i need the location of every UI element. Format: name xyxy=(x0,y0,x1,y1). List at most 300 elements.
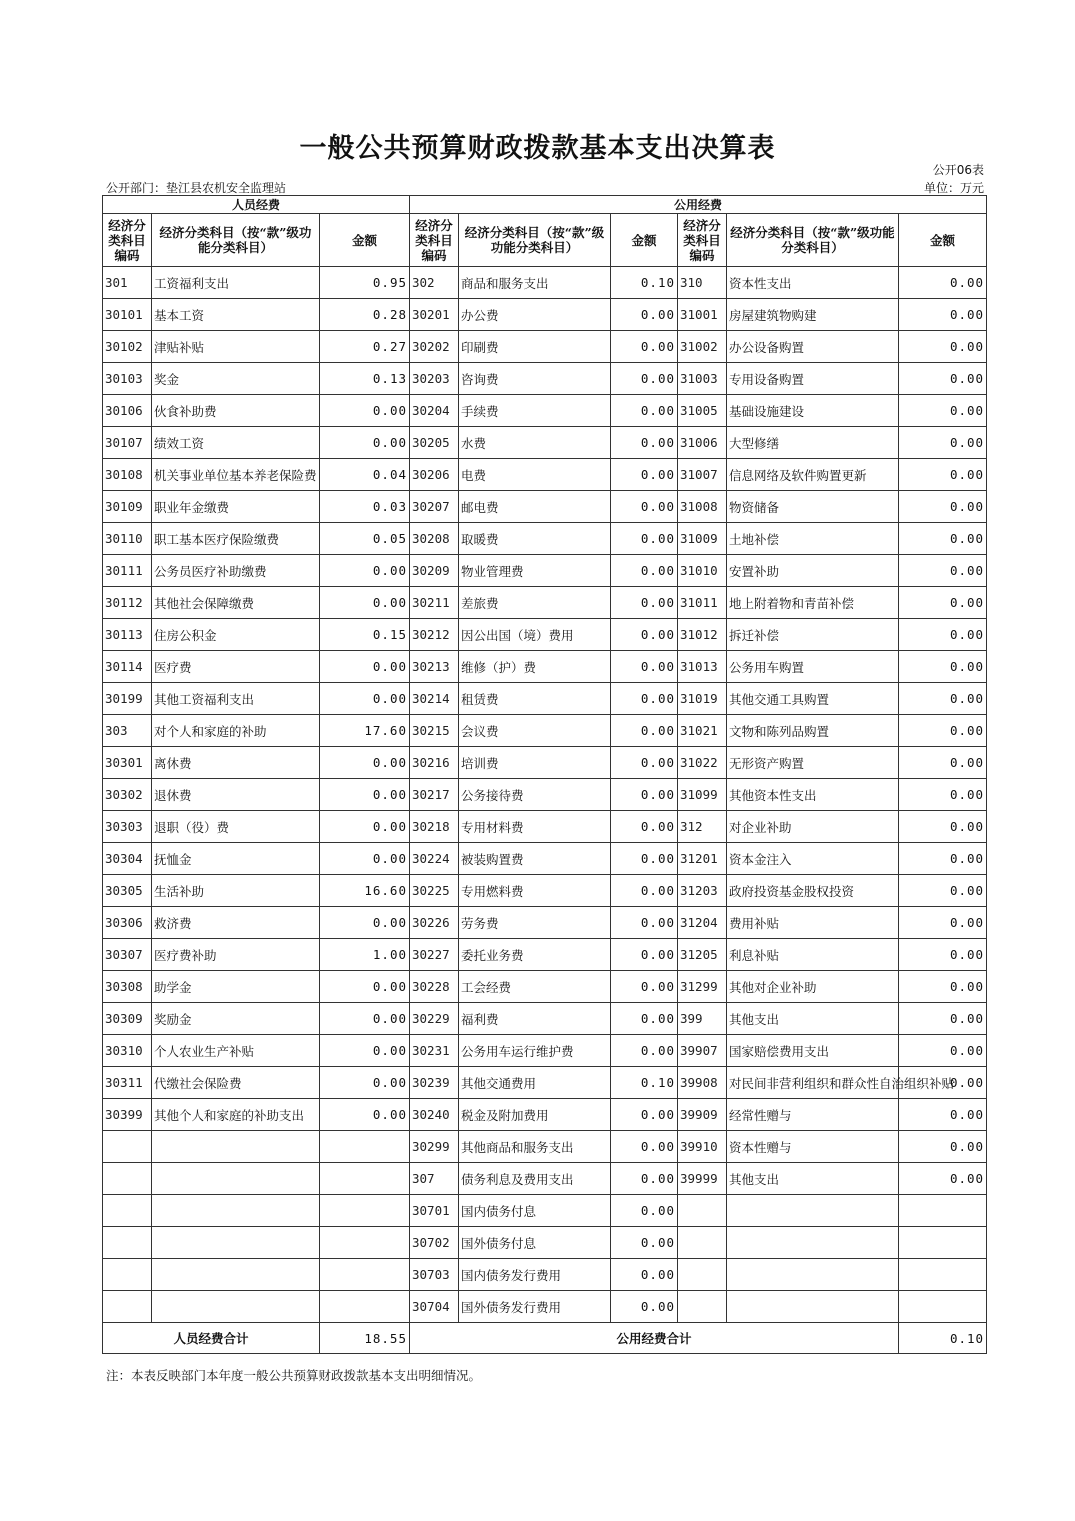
name-cell: 其他工资福利支出 xyxy=(152,683,320,715)
code-cell xyxy=(103,1227,152,1259)
name-cell: 债务利息及费用支出 xyxy=(459,1163,611,1195)
amount-cell: 0.00 xyxy=(611,843,678,875)
amount-cell: 0.00 xyxy=(899,651,987,683)
table-row xyxy=(103,1195,987,1227)
amount-cell xyxy=(899,1195,987,1227)
name-cell: 物资储备 xyxy=(727,491,899,523)
code-cell xyxy=(103,1195,152,1227)
name-cell: 租赁费 xyxy=(459,683,611,715)
amount-cell: 0.00 xyxy=(611,555,678,587)
amount-cell: 0.00 xyxy=(320,555,410,587)
amount-cell: 0.00 xyxy=(899,267,987,299)
name-cell: 维修（护）费 xyxy=(459,651,611,683)
name-cell: 国内债务发行费用 xyxy=(459,1259,611,1291)
name-cell: 咨询费 xyxy=(459,363,611,395)
code-cell: 307 xyxy=(410,1163,459,1195)
code-cell: 30239 xyxy=(410,1067,459,1099)
code-cell: 31005 xyxy=(678,395,727,427)
amount-cell: 0.13 xyxy=(320,363,410,395)
code-cell: 30209 xyxy=(410,555,459,587)
amount-cell xyxy=(320,1227,410,1259)
name-cell: 工会经费 xyxy=(459,971,611,1003)
name-header: 经济分类科目（按“款”级功能分类科目） xyxy=(152,214,320,267)
code-cell: 30207 xyxy=(410,491,459,523)
name-cell: 伙食补助费 xyxy=(152,395,320,427)
code-cell: 30211 xyxy=(410,587,459,619)
name-cell: 专用设备购置 xyxy=(727,363,899,395)
amount-cell: 0.00 xyxy=(611,779,678,811)
table-row xyxy=(103,1259,987,1291)
amount-cell: 0.00 xyxy=(611,715,678,747)
name-cell: 资本金注入 xyxy=(727,843,899,875)
table-row xyxy=(103,971,987,1003)
amount-cell: 0.04 xyxy=(320,459,410,491)
name-cell: 生活补助 xyxy=(152,875,320,907)
table-row xyxy=(103,843,987,875)
personnel-group-header: 人员经费 xyxy=(103,196,410,214)
code-cell: 30216 xyxy=(410,747,459,779)
amount-cell: 0.00 xyxy=(320,843,410,875)
code-cell: 30113 xyxy=(103,619,152,651)
name-cell: 经常性赠与 xyxy=(727,1099,899,1131)
table-row xyxy=(103,683,987,715)
amount-cell: 1.00 xyxy=(320,939,410,971)
code-cell: 30101 xyxy=(103,299,152,331)
amount-cell: 0.00 xyxy=(611,1195,678,1227)
name-cell: 职工基本医疗保险缴费 xyxy=(152,523,320,555)
name-cell: 信息网络及软件购置更新 xyxy=(727,459,899,491)
code-cell: 30704 xyxy=(410,1291,459,1323)
amount-cell: 0.00 xyxy=(899,1099,987,1131)
amount-cell: 0.00 xyxy=(899,427,987,459)
name-cell: 医疗费补助 xyxy=(152,939,320,971)
code-header: 经济分类科目编码 xyxy=(410,214,459,267)
personnel-total-label: 人员经费合计 xyxy=(103,1323,320,1354)
code-cell: 31019 xyxy=(678,683,727,715)
amount-cell: 0.00 xyxy=(899,939,987,971)
amount-cell: 0.00 xyxy=(320,683,410,715)
code-cell: 31299 xyxy=(678,971,727,1003)
name-cell: 因公出国（境）费用 xyxy=(459,619,611,651)
name-cell xyxy=(727,1227,899,1259)
name-cell: 公务接待费 xyxy=(459,779,611,811)
name-cell: 对民间非营利组织和群众性自治组织补贴 xyxy=(727,1067,899,1099)
code-cell: 30228 xyxy=(410,971,459,1003)
amount-cell xyxy=(899,1227,987,1259)
amount-cell: 0.00 xyxy=(611,1291,678,1323)
name-cell xyxy=(152,1259,320,1291)
table-row xyxy=(103,651,987,683)
amount-cell: 0.00 xyxy=(320,971,410,1003)
public-total-amount: 0.10 xyxy=(899,1323,987,1354)
name-cell xyxy=(727,1259,899,1291)
footnote: 注：本表反映部门本年度一般公共预算财政拨款基本支出明细情况。 xyxy=(106,1368,482,1383)
name-cell: 基本工资 xyxy=(152,299,320,331)
code-cell: 30215 xyxy=(410,715,459,747)
amount-cell: 0.00 xyxy=(899,331,987,363)
code-cell: 30309 xyxy=(103,1003,152,1035)
code-cell: 31205 xyxy=(678,939,727,971)
code-header: 经济分类科目编码 xyxy=(103,214,152,267)
code-cell: 30204 xyxy=(410,395,459,427)
amount-cell: 0.00 xyxy=(320,907,410,939)
personnel-total-amount: 18.55 xyxy=(320,1323,410,1354)
name-cell: 退职（役）费 xyxy=(152,811,320,843)
code-cell xyxy=(678,1227,727,1259)
amount-cell: 0.00 xyxy=(899,683,987,715)
amount-cell xyxy=(899,1291,987,1323)
code-cell: 30214 xyxy=(410,683,459,715)
amount-cell xyxy=(320,1131,410,1163)
code-cell: 31002 xyxy=(678,331,727,363)
name-cell: 离休费 xyxy=(152,747,320,779)
amount-cell: 0.10 xyxy=(611,267,678,299)
name-cell: 国外债务发行费用 xyxy=(459,1291,611,1323)
code-cell: 30308 xyxy=(103,971,152,1003)
amount-cell: 0.28 xyxy=(320,299,410,331)
name-cell: 医疗费 xyxy=(152,651,320,683)
code-cell: 30310 xyxy=(103,1035,152,1067)
name-cell: 国内债务付息 xyxy=(459,1195,611,1227)
code-cell: 30212 xyxy=(410,619,459,651)
table-row xyxy=(103,523,987,555)
amount-cell: 0.00 xyxy=(611,491,678,523)
name-cell: 住房公积金 xyxy=(152,619,320,651)
code-cell xyxy=(103,1163,152,1195)
amount-cell: 0.00 xyxy=(320,427,410,459)
code-cell: 31021 xyxy=(678,715,727,747)
table-row xyxy=(103,1163,987,1195)
table-row xyxy=(103,331,987,363)
table-row xyxy=(103,491,987,523)
table-row xyxy=(103,555,987,587)
table-row xyxy=(103,1291,987,1323)
code-cell: 30106 xyxy=(103,395,152,427)
page-title: 一般公共预算财政拨款基本支出决算表 xyxy=(299,133,776,164)
code-cell: 31201 xyxy=(678,843,727,875)
amount-cell: 0.00 xyxy=(320,779,410,811)
amount-cell: 0.00 xyxy=(899,363,987,395)
amount-cell: 0.15 xyxy=(320,619,410,651)
code-cell: 302 xyxy=(410,267,459,299)
amount-cell: 0.00 xyxy=(899,779,987,811)
amount-header: 金额 xyxy=(611,214,678,267)
name-cell: 房屋建筑物购建 xyxy=(727,299,899,331)
amount-cell: 0.00 xyxy=(611,1035,678,1067)
code-cell: 31010 xyxy=(678,555,727,587)
amount-cell: 0.00 xyxy=(899,1163,987,1195)
name-cell: 其他个人和家庭的补助支出 xyxy=(152,1099,320,1131)
code-cell: 30231 xyxy=(410,1035,459,1067)
amount-cell: 0.00 xyxy=(320,1003,410,1035)
code-cell: 30203 xyxy=(410,363,459,395)
name-cell: 对企业补助 xyxy=(727,811,899,843)
code-cell: 39910 xyxy=(678,1131,727,1163)
amount-cell: 0.00 xyxy=(899,299,987,331)
code-cell: 30702 xyxy=(410,1227,459,1259)
name-cell: 电费 xyxy=(459,459,611,491)
table-row xyxy=(103,395,987,427)
code-cell: 399 xyxy=(678,1003,727,1035)
name-cell xyxy=(727,1195,899,1227)
amount-cell: 0.00 xyxy=(899,395,987,427)
amount-cell: 0.00 xyxy=(899,491,987,523)
name-cell: 职业年金缴费 xyxy=(152,491,320,523)
amount-cell: 0.00 xyxy=(320,811,410,843)
code-cell: 30205 xyxy=(410,427,459,459)
public-total-label: 公用经费合计 xyxy=(410,1323,899,1354)
expenditure-table xyxy=(102,195,987,1354)
name-cell: 救济费 xyxy=(152,907,320,939)
name-cell: 被装购置费 xyxy=(459,843,611,875)
amount-cell: 0.00 xyxy=(611,395,678,427)
name-cell: 差旅费 xyxy=(459,587,611,619)
amount-cell: 0.00 xyxy=(899,875,987,907)
code-cell: 30399 xyxy=(103,1099,152,1131)
form-number: 公开06表 xyxy=(932,163,984,177)
name-cell: 无形资产购置 xyxy=(727,747,899,779)
code-cell: 30111 xyxy=(103,555,152,587)
name-cell: 委托业务费 xyxy=(459,939,611,971)
amount-cell: 0.00 xyxy=(320,747,410,779)
code-cell xyxy=(103,1131,152,1163)
amount-cell: 0.95 xyxy=(320,267,410,299)
amount-cell: 0.05 xyxy=(320,523,410,555)
amount-cell: 0.00 xyxy=(899,1131,987,1163)
amount-cell: 0.00 xyxy=(611,523,678,555)
table-row xyxy=(103,1099,987,1131)
name-cell: 利息补贴 xyxy=(727,939,899,971)
code-cell: 30229 xyxy=(410,1003,459,1035)
amount-cell: 0.00 xyxy=(611,1099,678,1131)
amount-cell xyxy=(320,1195,410,1227)
amount-cell: 0.00 xyxy=(611,363,678,395)
name-cell: 助学金 xyxy=(152,971,320,1003)
name-cell: 其他商品和服务支出 xyxy=(459,1131,611,1163)
amount-cell: 0.00 xyxy=(611,651,678,683)
amount-header: 金额 xyxy=(899,214,987,267)
name-cell: 专用燃料费 xyxy=(459,875,611,907)
code-cell: 30305 xyxy=(103,875,152,907)
amount-cell: 0.00 xyxy=(899,619,987,651)
table-row xyxy=(103,715,987,747)
amount-cell: 0.00 xyxy=(611,747,678,779)
name-cell xyxy=(727,1291,899,1323)
code-cell: 39999 xyxy=(678,1163,727,1195)
name-cell: 绩效工资 xyxy=(152,427,320,459)
amount-cell xyxy=(320,1291,410,1323)
name-cell: 公务用车运行维护费 xyxy=(459,1035,611,1067)
amount-cell: 0.00 xyxy=(899,747,987,779)
table-row xyxy=(103,363,987,395)
amount-cell: 0.00 xyxy=(899,459,987,491)
name-cell: 公务用车购置 xyxy=(727,651,899,683)
name-cell: 税金及附加费用 xyxy=(459,1099,611,1131)
code-cell: 301 xyxy=(103,267,152,299)
code-cell: 31009 xyxy=(678,523,727,555)
amount-header: 金额 xyxy=(320,214,410,267)
name-cell: 个人农业生产补贴 xyxy=(152,1035,320,1067)
amount-cell: 0.00 xyxy=(899,843,987,875)
code-cell: 30299 xyxy=(410,1131,459,1163)
name-cell: 办公费 xyxy=(459,299,611,331)
amount-cell: 0.00 xyxy=(899,907,987,939)
code-cell: 30213 xyxy=(410,651,459,683)
code-cell: 31001 xyxy=(678,299,727,331)
name-cell: 公务员医疗补助缴费 xyxy=(152,555,320,587)
code-cell: 30306 xyxy=(103,907,152,939)
code-cell xyxy=(103,1291,152,1323)
amount-cell: 0.00 xyxy=(320,1035,410,1067)
code-cell: 30114 xyxy=(103,651,152,683)
amount-cell: 0.00 xyxy=(899,1003,987,1035)
code-cell: 30701 xyxy=(410,1195,459,1227)
amount-cell: 0.00 xyxy=(899,587,987,619)
public-group-header: 公用经费 xyxy=(410,196,987,214)
table-row xyxy=(103,747,987,779)
name-cell: 资本性赠与 xyxy=(727,1131,899,1163)
amount-cell: 0.00 xyxy=(611,683,678,715)
table-row xyxy=(103,267,987,299)
table-row xyxy=(103,875,987,907)
code-cell: 30206 xyxy=(410,459,459,491)
department-label: 公开部门：垫江县农机安全监理站 xyxy=(106,181,287,195)
code-cell: 30202 xyxy=(410,331,459,363)
name-cell: 水费 xyxy=(459,427,611,459)
code-cell: 39908 xyxy=(678,1067,727,1099)
code-cell: 30201 xyxy=(410,299,459,331)
name-cell: 其他支出 xyxy=(727,1003,899,1035)
name-cell: 取暖费 xyxy=(459,523,611,555)
table-row xyxy=(103,1227,987,1259)
name-cell: 奖金 xyxy=(152,363,320,395)
name-cell: 其他交通工具购置 xyxy=(727,683,899,715)
amount-cell: 0.00 xyxy=(320,651,410,683)
code-cell: 30217 xyxy=(410,779,459,811)
amount-cell: 0.00 xyxy=(611,811,678,843)
amount-cell: 0.00 xyxy=(899,811,987,843)
code-cell: 30307 xyxy=(103,939,152,971)
name-cell: 国外债务付息 xyxy=(459,1227,611,1259)
amount-cell: 0.00 xyxy=(611,1003,678,1035)
code-cell: 31008 xyxy=(678,491,727,523)
name-cell: 劳务费 xyxy=(459,907,611,939)
table-row xyxy=(103,1131,987,1163)
amount-cell: 0.00 xyxy=(320,587,410,619)
amount-cell: 0.00 xyxy=(899,1035,987,1067)
name-cell: 土地补偿 xyxy=(727,523,899,555)
table-row xyxy=(103,1035,987,1067)
amount-cell: 0.00 xyxy=(320,1067,410,1099)
amount-cell xyxy=(320,1163,410,1195)
code-cell xyxy=(678,1259,727,1291)
name-cell: 机关事业单位基本养老保险费 xyxy=(152,459,320,491)
name-cell: 资本性支出 xyxy=(727,267,899,299)
name-cell xyxy=(152,1195,320,1227)
code-cell: 31011 xyxy=(678,587,727,619)
amount-cell: 0.00 xyxy=(611,587,678,619)
name-cell: 手续费 xyxy=(459,395,611,427)
name-cell: 工资福利支出 xyxy=(152,267,320,299)
code-cell: 30108 xyxy=(103,459,152,491)
name-cell: 其他资本性支出 xyxy=(727,779,899,811)
name-cell xyxy=(152,1227,320,1259)
amount-cell: 0.00 xyxy=(611,299,678,331)
name-cell: 基础设施建设 xyxy=(727,395,899,427)
code-cell: 30303 xyxy=(103,811,152,843)
code-cell: 30102 xyxy=(103,331,152,363)
code-cell xyxy=(678,1195,727,1227)
amount-cell: 0.00 xyxy=(611,331,678,363)
amount-cell: 0.00 xyxy=(611,619,678,651)
name-cell: 文物和陈列品购置 xyxy=(727,715,899,747)
code-cell: 30703 xyxy=(410,1259,459,1291)
code-cell: 310 xyxy=(678,267,727,299)
name-cell: 专用材料费 xyxy=(459,811,611,843)
name-cell: 大型修缮 xyxy=(727,427,899,459)
code-cell: 30302 xyxy=(103,779,152,811)
name-cell: 其他支出 xyxy=(727,1163,899,1195)
amount-cell: 0.00 xyxy=(320,395,410,427)
code-cell: 31203 xyxy=(678,875,727,907)
amount-cell: 0.00 xyxy=(899,715,987,747)
amount-cell: 0.00 xyxy=(899,555,987,587)
code-cell: 30103 xyxy=(103,363,152,395)
code-cell: 31012 xyxy=(678,619,727,651)
name-cell: 邮电费 xyxy=(459,491,611,523)
code-cell: 39907 xyxy=(678,1035,727,1067)
code-cell: 31022 xyxy=(678,747,727,779)
code-cell: 30208 xyxy=(410,523,459,555)
amount-cell: 0.00 xyxy=(611,1227,678,1259)
amount-cell: 0.00 xyxy=(611,459,678,491)
code-cell: 30199 xyxy=(103,683,152,715)
code-cell: 30112 xyxy=(103,587,152,619)
name-cell: 物业管理费 xyxy=(459,555,611,587)
amount-cell: 0.27 xyxy=(320,331,410,363)
name-cell: 国家赔偿费用支出 xyxy=(727,1035,899,1067)
amount-cell: 0.00 xyxy=(611,875,678,907)
amount-cell: 0.00 xyxy=(611,1259,678,1291)
code-cell: 30227 xyxy=(410,939,459,971)
amount-cell: 17.60 xyxy=(320,715,410,747)
name-header: 经济分类科目（按“款”级功能分类科目） xyxy=(459,214,611,267)
code-cell: 30218 xyxy=(410,811,459,843)
amount-cell: 0.00 xyxy=(320,1099,410,1131)
table-row xyxy=(103,299,987,331)
table-row xyxy=(103,811,987,843)
amount-cell: 0.00 xyxy=(611,939,678,971)
name-cell xyxy=(152,1291,320,1323)
table-row xyxy=(103,1067,987,1099)
name-cell: 费用补贴 xyxy=(727,907,899,939)
table-row xyxy=(103,939,987,971)
amount-cell: 16.60 xyxy=(320,875,410,907)
code-cell xyxy=(678,1291,727,1323)
name-cell xyxy=(152,1131,320,1163)
code-cell: 30240 xyxy=(410,1099,459,1131)
code-cell: 31003 xyxy=(678,363,727,395)
code-cell: 312 xyxy=(678,811,727,843)
amount-cell: 0.00 xyxy=(899,1067,987,1099)
code-cell: 30109 xyxy=(103,491,152,523)
code-cell: 30225 xyxy=(410,875,459,907)
table-row xyxy=(103,1003,987,1035)
name-cell: 会议费 xyxy=(459,715,611,747)
code-cell: 30224 xyxy=(410,843,459,875)
name-cell: 福利费 xyxy=(459,1003,611,1035)
table-row xyxy=(103,619,987,651)
